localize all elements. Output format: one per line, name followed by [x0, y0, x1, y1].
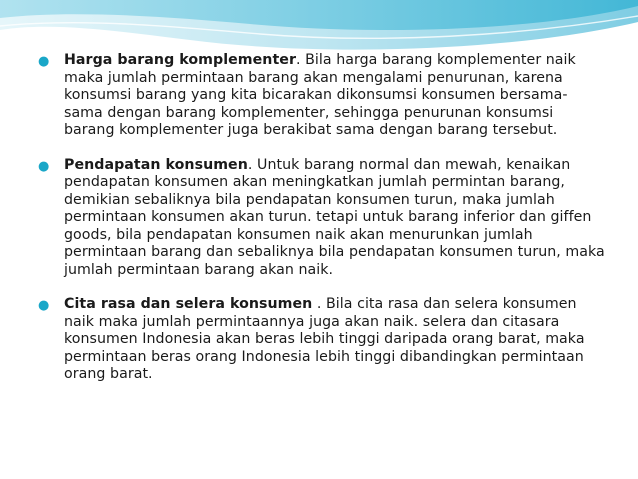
bullet-item-harga-barang-komplementer — [36, 52, 606, 140]
header-wave-decoration — [0, 0, 638, 60]
bullet-icon: ● — [38, 158, 50, 174]
bullet-text: . Untuk barang normal dan mewah, kenaikan pendapatan konsumen akan meningkatkan jumlah permintan barang, demikian sebaliknya bila pendapatan konsumen turun, maka jumlah permintaan konsumen akan turun. tetapi untuk barang inferior dan giffen goods, bila pendapatan konsumen naik akan menurunkan jumlah permintaan barang dan sebaliknya bila pendapatan konsumen turun, maka jumlah permintaan barang akan naik. — [64, 156, 605, 278]
bullet-icon: ● — [38, 298, 50, 313]
bullet-item-pendapatan-konsumen — [36, 157, 606, 280]
bullet-term: Pendapatan konsumen — [64, 156, 248, 173]
bullet-list — [36, 52, 606, 401]
bullet-term: Cita rasa dan selera konsumen — [64, 296, 313, 312]
bullet-term: Harga barang komplementer — [64, 52, 296, 68]
bullet-text: . Bila harga barang komplementer naik maka jumlah permintaan barang akan mengalami penurunan, karena konsumsi barang yang kita bicarakan dikonsumsi konsumen bersama-sama dengan barang komplementer, sehingga penurunan konsumsi barang komplementer juga berakibat sama dengan barang tersebut. — [64, 52, 576, 138]
bullet-icon: ● — [38, 54, 50, 69]
bullet-text: . Bila cita rasa dan selera konsumen naik maka jumlah permintaannya juga akan naik. selera dan citasara konsumen Indonesia akan beras lebih tinggi daripada orang barat, maka permintaan beras orang Indonesia lebih tinggi dibandingkan permintaan orang barat. — [64, 296, 585, 382]
bullet-item-cita-rasa — [36, 296, 606, 384]
